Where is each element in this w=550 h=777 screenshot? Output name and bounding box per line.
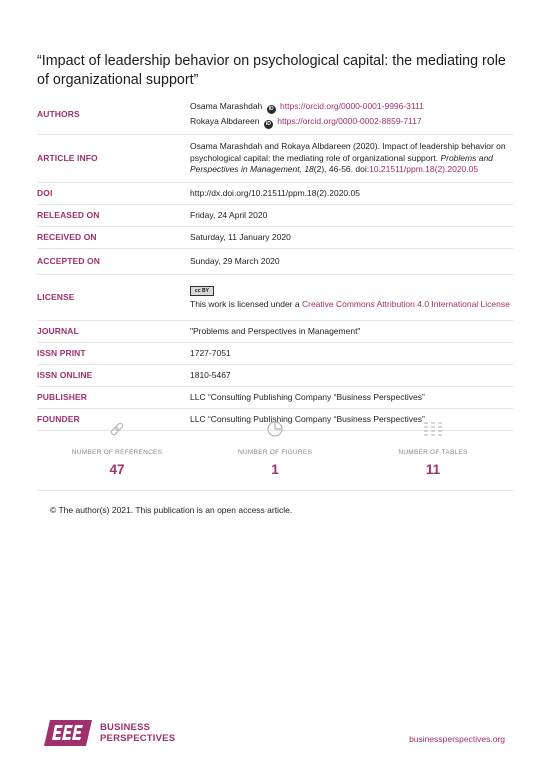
founder-value: LLC “Consulting Publishing Company “Business Perspectives” — [190, 413, 425, 424]
publisher-value: LLC “Consulting Publishing Company “Business Perspectives” — [190, 391, 425, 402]
author-1-name: Osama Marashdah — [190, 101, 263, 111]
released-label: RELEASED ON — [37, 209, 100, 220]
doi-label: DOI — [37, 187, 53, 198]
website-link[interactable]: businessperspectives.org — [409, 734, 505, 744]
article-title: “Impact of leadership behavior on psychological capital: the mediating role of organizational support” — [37, 53, 506, 88]
cc-by-license-icon[interactable]: cc BY — [190, 286, 214, 296]
table-icon — [423, 420, 443, 438]
accepted-label: ACCEPTED ON — [37, 255, 100, 266]
doi-value[interactable]: http://dx.doi.org/10.21511/ppm.18(2).2020.05 — [190, 187, 360, 198]
tables-caption: NUMBER OF TABLES — [398, 449, 468, 456]
citation-issue: (2), 46-56. doi: — [313, 164, 370, 175]
citation-journal: Problems and Perspectives in Management, 18 — [190, 152, 493, 175]
references-count: 47 — [109, 462, 125, 477]
issn-online-row — [37, 365, 513, 387]
author-1-orcid-link[interactable]: https://orcid.org/0000-0001-9996-3111 — [280, 101, 424, 111]
author-2-orcid-link[interactable]: https://orcid.org/0000-0002-8859-7117 — [277, 116, 422, 126]
article-metadata-table — [37, 96, 513, 431]
citation-main: Osama Marashdah and Rokaya Albdareen (2020). Impact of leadership behavior on psychological capital: the mediating role of organizational support. — [190, 141, 506, 163]
issn-online-value: 1810-5467 — [190, 369, 231, 380]
author-2 — [190, 116, 513, 129]
link-icon — [108, 420, 126, 438]
author-2-name: Rokaya Albdareen — [190, 116, 260, 126]
figures-stat — [195, 418, 355, 477]
publisher-row — [37, 387, 513, 409]
license-row — [37, 275, 513, 321]
logo-line-1: BUSINESS — [100, 722, 151, 733]
pie-chart-icon — [266, 420, 284, 438]
accepted-value: Sunday, 29 March 2020 — [190, 255, 280, 266]
doi-row — [37, 183, 513, 205]
license-value — [190, 275, 513, 320]
journal-label: JOURNAL — [37, 325, 79, 336]
released-row — [37, 205, 513, 227]
tables-count: 11 — [425, 462, 441, 477]
orcid-icon: iD — [265, 121, 271, 127]
journal-row — [37, 321, 513, 343]
received-value: Saturday, 11 January 2020 — [190, 231, 291, 242]
citation-text — [190, 141, 513, 176]
article-info-row — [37, 135, 513, 183]
issn-online-label: ISSN ONLINE — [37, 369, 93, 380]
issn-print-label: ISSN PRINT — [37, 347, 86, 358]
authors-row — [37, 96, 513, 135]
license-link[interactable]: Creative Commons Attribution 4.0 International License — [301, 299, 510, 310]
license-label: LICENSE — [37, 291, 75, 302]
issn-print-value: 1727-7051 — [190, 347, 231, 358]
logo-line-2: PERSPECTIVES — [100, 733, 176, 744]
journal-value: "Problems and Perspectives in Management" — [190, 325, 361, 336]
author-1 — [190, 101, 513, 114]
references-stat — [37, 418, 197, 477]
received-label: RECEIVED ON — [37, 231, 97, 242]
tables-stat — [353, 418, 513, 477]
business-perspectives-logo[interactable] — [42, 718, 175, 748]
orcid-icon: iD — [268, 106, 274, 112]
founder-label: FOUNDER — [37, 413, 80, 424]
publisher-label: PUBLISHER — [37, 391, 88, 402]
license-prefix: This work is licensed under a — [190, 299, 302, 310]
figures-count: 1 — [271, 462, 279, 477]
authors-label: AUTHORS — [37, 109, 80, 120]
references-caption: NUMBER OF REFERENCES — [71, 449, 163, 456]
copyright-notice: © The author(s) 2021. This publication is an open access article. — [50, 505, 293, 515]
authors-value — [190, 96, 513, 134]
article-stats — [37, 418, 513, 491]
citation-doi-link[interactable]: 10.21511/ppm.18(2).2020.05 — [369, 164, 479, 175]
business-perspectives-logo-mark — [42, 718, 94, 748]
received-row — [37, 227, 513, 249]
logo-text — [100, 722, 175, 744]
issn-print-row — [37, 343, 513, 365]
article-info-label: ARTICLE INFO — [37, 152, 98, 163]
accepted-row — [37, 249, 513, 275]
article-info-value — [190, 135, 513, 182]
released-value: Friday, 24 April 2020 — [190, 209, 268, 220]
figures-caption: NUMBER OF FIGURES — [237, 449, 313, 456]
